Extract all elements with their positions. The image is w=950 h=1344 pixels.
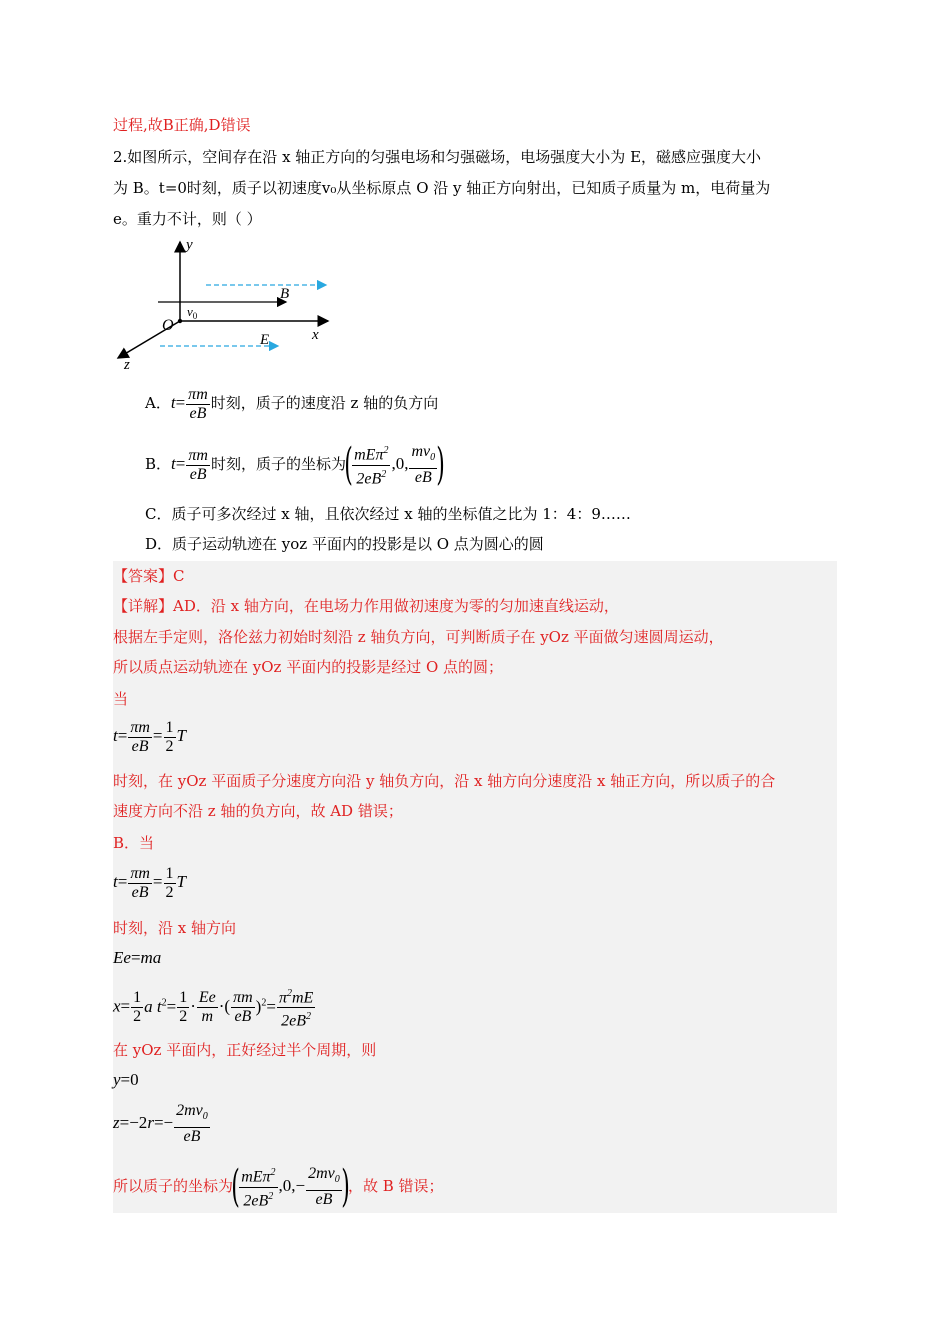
field-diagram xyxy=(110,236,350,376)
previous-answer-tail: 过程,故B正确,D错误 xyxy=(113,116,251,134)
b-label: B xyxy=(280,286,290,302)
b-dang-text: B．当 xyxy=(113,834,155,852)
detail-line-2: 根据左手定则，洛伦兹力初始时刻沿 z 轴负方向，可判断质子在 yOz 平面做匀速圆周运动， xyxy=(113,628,724,646)
detail-line-5: 速度方向不沿 z 轴的负方向，故 AD 错误； xyxy=(113,802,403,820)
question-line-1: 2.如图所示，空间存在沿 x 轴正方向的匀强电场和匀强磁场，电场强度大小为 E，磁感应强度大小 xyxy=(113,148,762,166)
coordinate-conclusion: 所以质子的坐标为( $\frac{mE\pi^2}{2eB^2}$ ,0,− $\frac{2mv_0}{eB}$ )，故 B 错误； xyxy=(113,1161,444,1212)
answer-line: 【答案】C xyxy=(113,567,185,585)
question-line-3: e。重力不计，则（ ） xyxy=(113,210,262,228)
y-label: y xyxy=(186,237,193,253)
formula-z-value: z=−2r=− $\frac{2mv_0}{eB}$ xyxy=(113,1102,208,1145)
v0-label: $v_0$ xyxy=(187,304,198,321)
o-label: O xyxy=(162,317,174,334)
option-a: A．t= $\frac{\pi m}{eB}$ 时刻，质子的速度沿 z 轴的负方向 xyxy=(145,385,439,422)
detail-line-3: 所以质点运动轨迹在 yOz 平面内的投影是经过 O 点的圆； xyxy=(113,658,504,676)
option-c: C．质子可多次经过 x 轴，且依次经过 x 轴的坐标值之比为 1：4：9…… xyxy=(145,505,631,523)
option-d: D．质子运动轨迹在 yoz 平面内的投影是以 O 点为圆心的圆 xyxy=(145,535,544,553)
formula-ee-ma: Ee=ma xyxy=(113,948,162,967)
z-label: z xyxy=(124,357,130,373)
formula-y-zero: y=0 xyxy=(113,1070,139,1089)
option-b: B．t= $\frac{\pi m}{eB}$ 时刻，质子的坐标为( $\frac{mE\pi^2}{2eB^2}$ ,0, $\frac{mv_0}{eB}$ ) xyxy=(145,439,446,490)
detail-line-1: 【详解】AD．沿 x 轴方向，在电场力作用做初速度为零的匀加速直线运动， xyxy=(113,597,619,615)
x-label: x xyxy=(312,327,319,343)
in-yoz-text: 在 yOz 平面内，正好经过半个周期，则 xyxy=(113,1041,377,1059)
detail-line-4: 时刻，在 yOz 平面质子分速度方向沿 y 轴负方向，沿 x 轴方向分速度沿 x 轴正方向，所以质子的合 xyxy=(113,772,776,790)
origin-dot xyxy=(178,319,182,323)
question-line-2: 为 B。t=0时刻，质子以初速度v₀从坐标原点 O 沿 y 轴正方向射出，已知质子质量为 m，电荷量为 xyxy=(113,179,771,197)
e-label: E xyxy=(260,332,270,348)
dang-text: 当 xyxy=(113,690,129,708)
shike-x-text: 时刻，沿 x 轴方向 xyxy=(113,919,236,937)
formula-t-half-period: t= $\frac{\pi m}{eB}$ = $\frac{1}{2}$ T xyxy=(113,718,186,755)
formula-x-displacement: x= $\frac{1}{2}$ a $t^2=$ $\frac{1}{2}$ · $\frac{Ee}{m}$ ·( $\frac{\pi m}{eB}$ )$^2$= $\frac{\pi^2mE}{2eB^2}$ xyxy=(113,980,316,1030)
formula-t-half-period-2: t= $\frac{\pi m}{eB}$ = $\frac{1}{2}$ T xyxy=(113,864,186,901)
